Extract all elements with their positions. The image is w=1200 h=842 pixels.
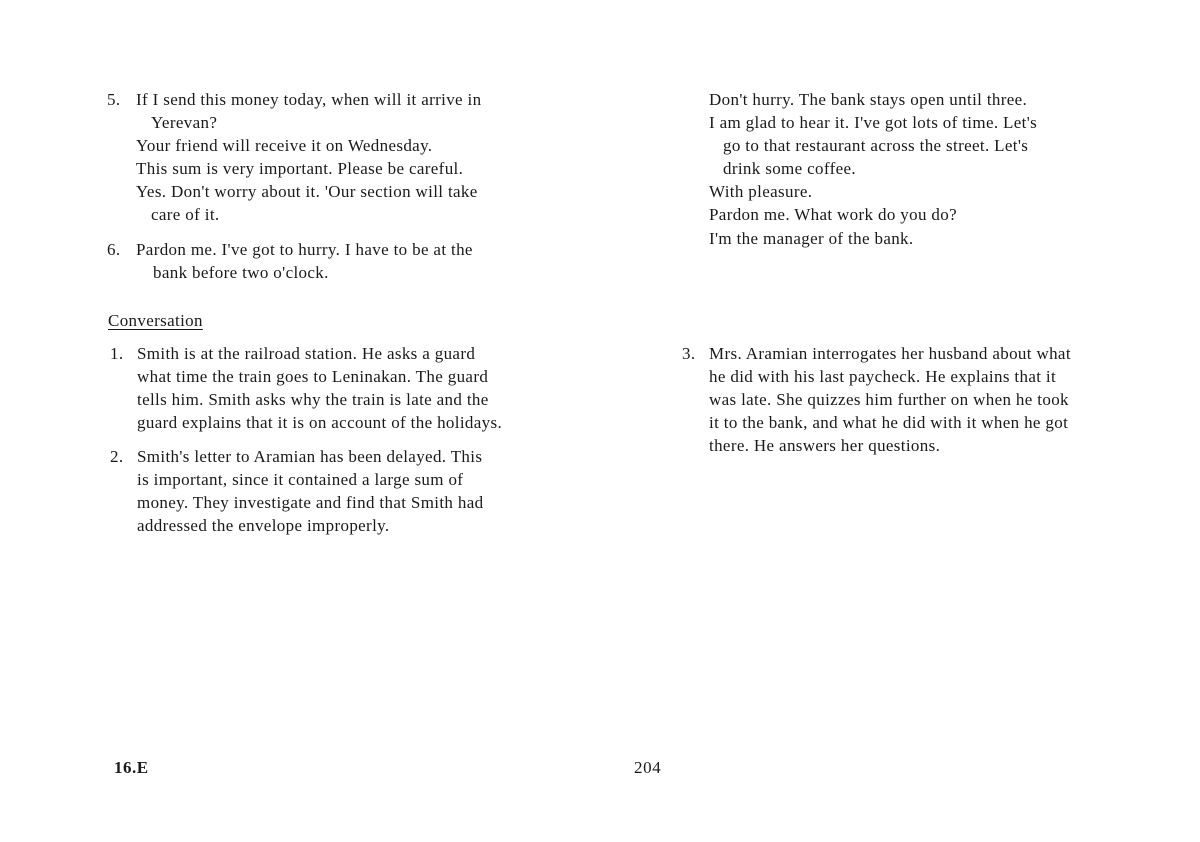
text-line: Your friend will receive it on Wednesday.: [136, 136, 433, 155]
item-number: 3.: [682, 344, 696, 363]
text-line: Pardon me. What work do you do?: [709, 205, 958, 224]
text-line: This sum is very important. Please be careful.: [136, 159, 464, 178]
text-line: go to that restaurant across the street. Let's: [723, 136, 1029, 155]
text-line: money. They investigate and find that Smith had: [137, 493, 484, 512]
text-line: Yerevan?: [151, 113, 218, 132]
item-number: 5.: [107, 90, 121, 109]
text-line: If I send this money today, when will it arrive in: [136, 90, 482, 109]
item-number: 6.: [107, 240, 121, 259]
text-line: Mrs. Aramian interrogates her husband about what: [709, 344, 1071, 363]
text-line: Smith's letter to Aramian has been delayed. This: [137, 447, 483, 466]
text-line: guard explains that it is on account of the holidays.: [137, 413, 503, 432]
text-line: there. He answers her questions.: [709, 436, 941, 455]
text-line: care of it.: [151, 205, 220, 224]
text-line: Don't hurry. The bank stays open until three.: [709, 90, 1028, 109]
text-line: was late. She quizzes him further on when he took: [709, 390, 1069, 409]
text-line: he did with his last paycheck. He explains that it: [709, 367, 1057, 386]
item-number: 1.: [110, 344, 124, 363]
page-number: 204: [634, 758, 662, 777]
text-line: is important, since it contained a large sum of: [137, 470, 464, 489]
item-number: 2.: [110, 447, 124, 466]
text-line: Pardon me. I've got to hurry. I have to be at the: [136, 240, 473, 259]
text-line: addressed the envelope improperly.: [137, 516, 390, 535]
text-line: what time the train goes to Leninakan. The guard: [137, 367, 489, 386]
section-label: 16.E: [114, 758, 149, 777]
text-line: it to the bank, and what he did with it when he got: [709, 413, 1069, 432]
text-line: I'm the manager of the bank.: [709, 229, 914, 248]
text-line: tells him. Smith asks why the train is late and the: [137, 390, 489, 409]
text-line: Yes. Don't worry about it. 'Our section will take: [136, 182, 478, 201]
section-heading: Conversation: [108, 311, 203, 330]
text-line: bank before two o'clock.: [153, 263, 329, 282]
text-line: With pleasure.: [709, 182, 813, 201]
text-line: drink some coffee.: [723, 159, 856, 178]
text-line: I am glad to hear it. I've got lots of time. Let's: [709, 113, 1038, 132]
text-line: Smith is at the railroad station. He asks a guard: [137, 344, 476, 363]
